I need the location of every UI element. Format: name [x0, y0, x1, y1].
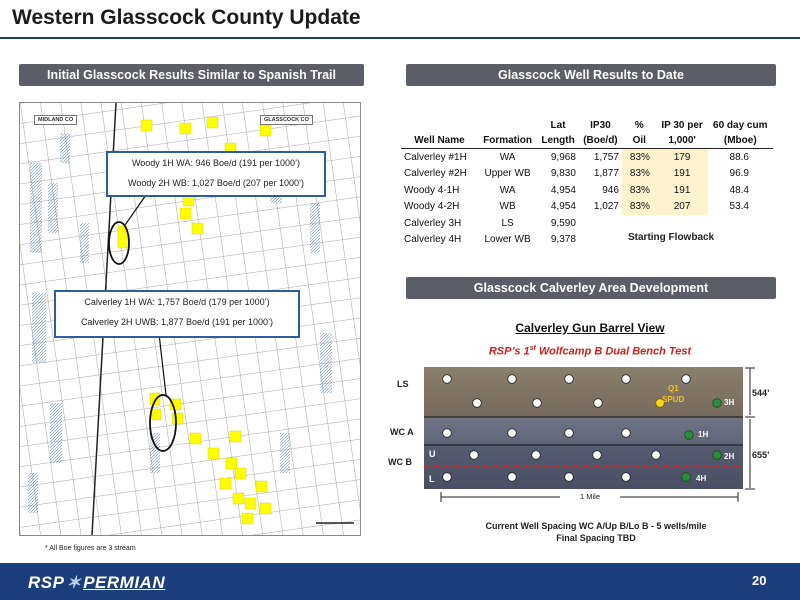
table-header-cell: Formation	[478, 133, 537, 149]
calverley-1h-result: Calverley 1H WA: 1,757 Boe/d (179 per 1000’)	[84, 297, 270, 307]
well-label-2h: 2H	[724, 452, 735, 461]
cum-60-day-cell: 88.6	[729, 151, 749, 163]
ip30-cell: 1,757	[593, 151, 619, 163]
subtitle-text: RSP’s 1	[488, 345, 530, 358]
ls-layer	[424, 367, 743, 417]
ip30-per-1000-cell: 207	[657, 199, 708, 216]
lat-length-cell: 9,830	[550, 168, 576, 180]
table-row	[401, 199, 773, 216]
table-header-cell	[478, 118, 537, 133]
formation-cell: LS	[501, 217, 514, 229]
layer-label-wca: WC A	[390, 427, 414, 437]
empty-cell	[579, 215, 622, 232]
spacing-caption-line: Current Well Spacing WC A/Up B/Lo B - 5 wells/mile	[485, 521, 707, 531]
title-divider	[0, 37, 800, 39]
oil-pct-cell: 83%	[622, 182, 657, 199]
lat-length-cell: 4,954	[550, 201, 576, 213]
table-header-cell	[401, 118, 478, 133]
well-name-cell: Calverley #1H	[404, 151, 467, 163]
map-section-header: Initial Glasscock Results Similar to Spanish Trail	[19, 64, 364, 86]
table-header-cell: Lat	[550, 120, 566, 131]
mile-scale-label: 1 Mile	[579, 492, 600, 501]
bench-label-lower: L	[429, 474, 435, 484]
subtitle-superscript: st	[529, 345, 536, 352]
table-row	[401, 182, 773, 199]
table-row	[401, 215, 773, 232]
well-results-table	[401, 118, 773, 248]
well-name-cell: Woody 4-1H	[404, 184, 460, 196]
oil-pct-cell: 83%	[622, 199, 657, 216]
ip30-per-1000-cell: 179	[657, 149, 708, 166]
rsp-permian-logo	[28, 573, 165, 593]
layer-label-ls: LS	[397, 379, 409, 389]
gun-barrel-title: Calverley Gun Barrel View	[515, 321, 665, 335]
page-number: 20	[752, 573, 767, 588]
gun-barrel-graphic	[424, 367, 743, 489]
spacing-caption-line: Final Spacing TBD	[556, 533, 636, 543]
oil-pct-cell: 83%	[622, 149, 657, 166]
slide-title: Western Glasscock County Update	[12, 6, 361, 29]
table-header-cell: Length	[537, 133, 579, 149]
lat-length-cell: 9,378	[550, 234, 576, 246]
thickness-upper: 544’	[752, 388, 770, 398]
well-label-1h: 1H	[698, 430, 709, 439]
acreage-map	[19, 102, 361, 536]
county-label-midland: MIDLAND CO	[34, 115, 77, 125]
empty-cell	[708, 215, 773, 232]
ip30-cell: 946	[602, 184, 619, 196]
lat-length-cell: 9,968	[550, 151, 576, 163]
table-header-row	[401, 118, 773, 133]
logo-text-rsp: RSP	[28, 573, 65, 592]
spud-label: SPUD	[662, 395, 685, 404]
empty-cell	[622, 215, 657, 232]
formation-cell: Upper WB	[484, 168, 531, 180]
woody-results-callout	[106, 151, 326, 197]
woody-2h-result: Woody 2H WB: 1,027 Boe/d (207 per 1000’)	[128, 178, 304, 188]
table-header-cell: (Mboe)	[708, 133, 773, 149]
woody-1h-result: Woody 1H WA: 946 Boe/d (191 per 1000’)	[131, 158, 301, 168]
county-label-glasscock: GLASSCOCK CO	[260, 115, 313, 125]
formation-cell: WB	[499, 201, 516, 213]
table-header-row	[401, 133, 773, 149]
table-row	[401, 149, 773, 166]
formation-cell: WA	[499, 184, 516, 196]
cum-60-day-cell: 48.4	[729, 184, 749, 196]
empty-cell	[708, 232, 773, 249]
well-name-cell: Calverley 3H	[404, 217, 462, 229]
well-name-cell: Woody 4-2H	[404, 201, 460, 213]
empty-cell	[579, 232, 622, 249]
development-section-header: Glasscock Calverley Area Development	[406, 277, 776, 299]
ip30-per-1000-cell: 191	[657, 166, 708, 183]
table-row	[401, 232, 773, 249]
ip30-cell: 1,027	[593, 201, 619, 213]
calverley-results-callout	[54, 290, 300, 338]
table-header-cell: Well Name	[401, 133, 478, 149]
calverley-2h-result: Calverley 2H UWB: 1,877 Boe/d (191 per 1000’)	[80, 317, 274, 327]
table-header-cell: IP 30 per	[661, 120, 703, 131]
formation-cell: Lower WB	[484, 234, 531, 246]
ip30-cell: 1,877	[593, 168, 619, 180]
cum-60-day-cell: 96.9	[729, 168, 749, 180]
formation-cell: WA	[499, 151, 516, 163]
lat-length-cell: 9,590	[550, 217, 576, 229]
logo-star-icon: ✶	[66, 573, 82, 592]
cum-60-day-cell: 53.4	[729, 201, 749, 213]
flowback-note: Starting Flowback	[628, 232, 715, 243]
table-header-cell: (Boe/d)	[579, 133, 622, 149]
well-results-header: Glasscock Well Results to Date	[406, 64, 776, 86]
table-header-cell: %	[634, 120, 644, 131]
layer-label-wcb: WC B	[388, 457, 412, 467]
table-header-cell: IP30	[590, 120, 611, 131]
well-name-cell: Calverley 4H	[404, 234, 462, 246]
bench-label-upper: U	[429, 449, 436, 459]
table-header-cell: Oil	[622, 133, 657, 149]
table-header-cell: 60 day cum	[713, 120, 768, 131]
oil-pct-cell: 83%	[622, 166, 657, 183]
thickness-brackets	[743, 367, 757, 491]
spacing-caption	[438, 520, 754, 544]
well-label-4h: 4H	[696, 474, 707, 483]
table-header-cell: 1,000'	[657, 133, 708, 149]
boe-footnote: * All Boe figures are 3 stream	[45, 545, 136, 552]
empty-cell	[657, 215, 708, 232]
q1-label: Q1	[668, 384, 679, 393]
wca-layer	[424, 417, 743, 445]
gun-barrel-diagram	[424, 367, 743, 489]
ip30-per-1000-cell: 191	[657, 182, 708, 199]
thickness-lower: 655’	[752, 450, 770, 460]
well-name-cell: Calverley #2H	[404, 168, 467, 180]
subtitle-text: Wolfcamp B Dual Bench Test	[535, 345, 692, 358]
lat-length-cell: 4,954	[550, 184, 576, 196]
gun-barrel-subtitle	[430, 345, 750, 358]
well-label-3h: 3H	[724, 398, 735, 407]
table-row	[401, 166, 773, 183]
logo-text-permian: PERMIAN	[83, 573, 166, 592]
